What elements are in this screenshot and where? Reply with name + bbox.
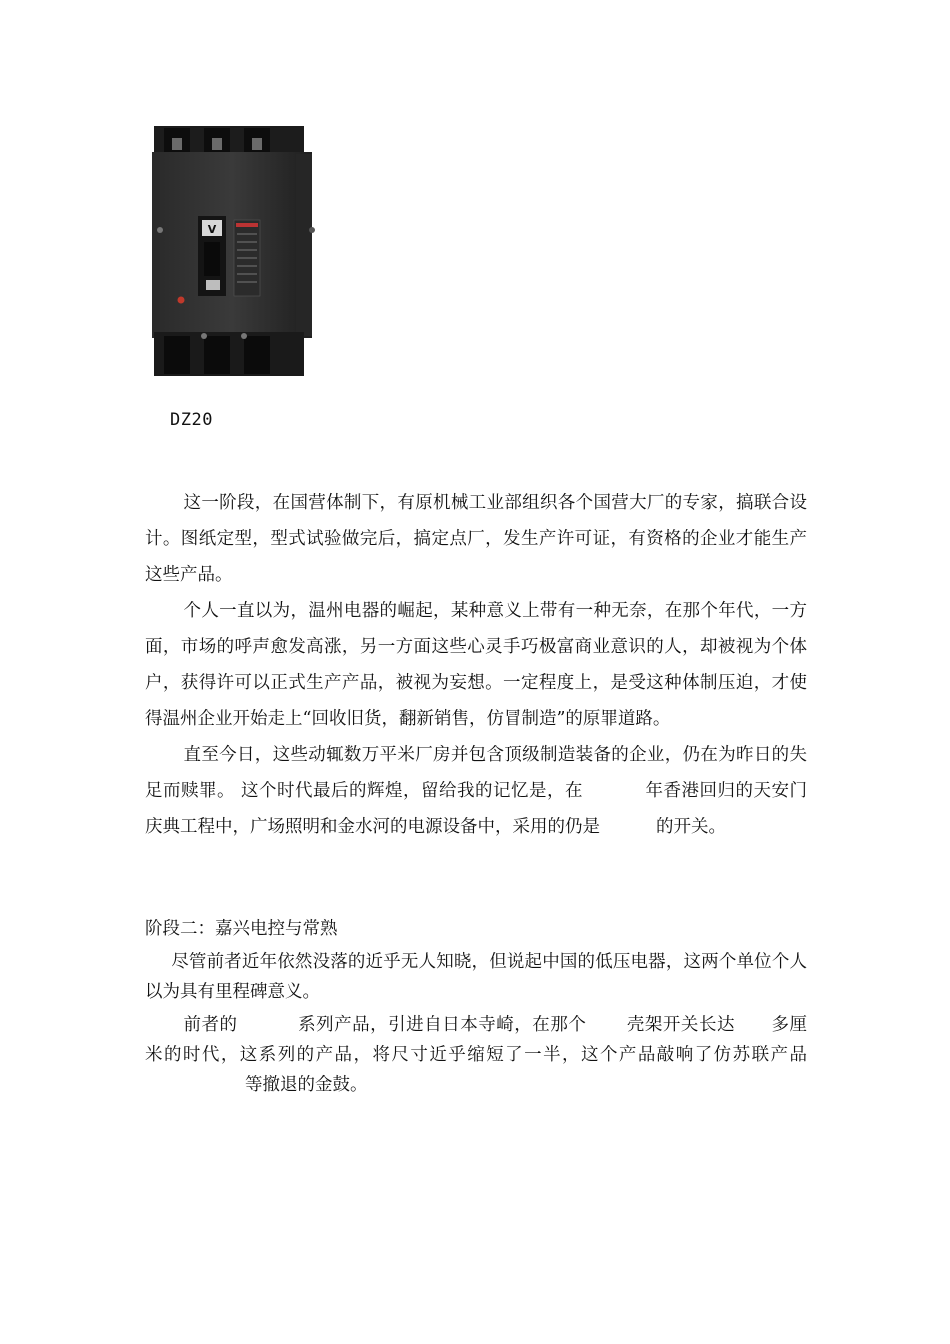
paragraph-2: 个人一直以为，温州电器的崛起，某种意义上带有一种无奈，在那个年代，一方面，市场的呼声愈发高涨，另一方面这些心灵手巧极富商业意识的人，却被视为个体户，获得许可以正式生产产品，被视为妄想。一定程度上，是受这种体制压迫，才使得温州企业开始走上“回收旧货，翻新销售，仿冒制造”的原罪道路。 <box>145 601 807 729</box>
paragraph-5-part5: 等撤退的金鼓。 <box>245 1075 368 1095</box>
device-label-text: V <box>207 223 217 236</box>
figure-caption: DZ20 <box>170 410 213 430</box>
paragraph-1: 这一阶段，在国营体制下，有原机械工业部组织各个国营大厂的专家，搞联合设计。图纸定型，型式试验做完后，搞定点厂，发生产许可证，有资格的企业才能生产这些产品。 <box>145 493 807 585</box>
section2-body <box>145 947 807 1100</box>
paragraph-5-part3: 壳架开关长达 <box>626 1015 735 1035</box>
section2-heading: 阶段二：嘉兴电控与常熟 <box>145 919 338 939</box>
paragraph-3 <box>145 737 807 845</box>
paragraph-3-part3: 的开关。 <box>656 817 726 837</box>
paragraph-5-part1: 前者的 <box>183 1015 238 1035</box>
paragraph-4: 尽管前者近年依然没落的近乎无人知晓，但说起中国的低压电器，这两个单位个人以为具有里程碑意义。 <box>145 952 807 1002</box>
paragraph-5-part2: 系列产品，引进自日本寺崎，在那个 <box>297 1015 587 1035</box>
section1-body <box>145 485 807 845</box>
paragraph-5 <box>145 1010 807 1100</box>
paragraph-3-part2: 年香港回归的天安门庆典工程中，广场照明和金水河的电源设备中，采用的仍是 <box>145 781 807 837</box>
paragraph-5-part4: 多厘米的时代，这系列的产品，将尺寸近乎缩短了一半，这个产品敲响了仿苏联产品 <box>145 1015 808 1065</box>
paragraph-3-part1: 直至今日，这些动辄数万平米厂房并包含顶级制造装备的企业，仍在为昨日的失足而赎罪。 这个时代最后的辉煌，留给我的记忆是，在 <box>145 745 807 801</box>
circuit-breaker-photo <box>146 124 322 376</box>
